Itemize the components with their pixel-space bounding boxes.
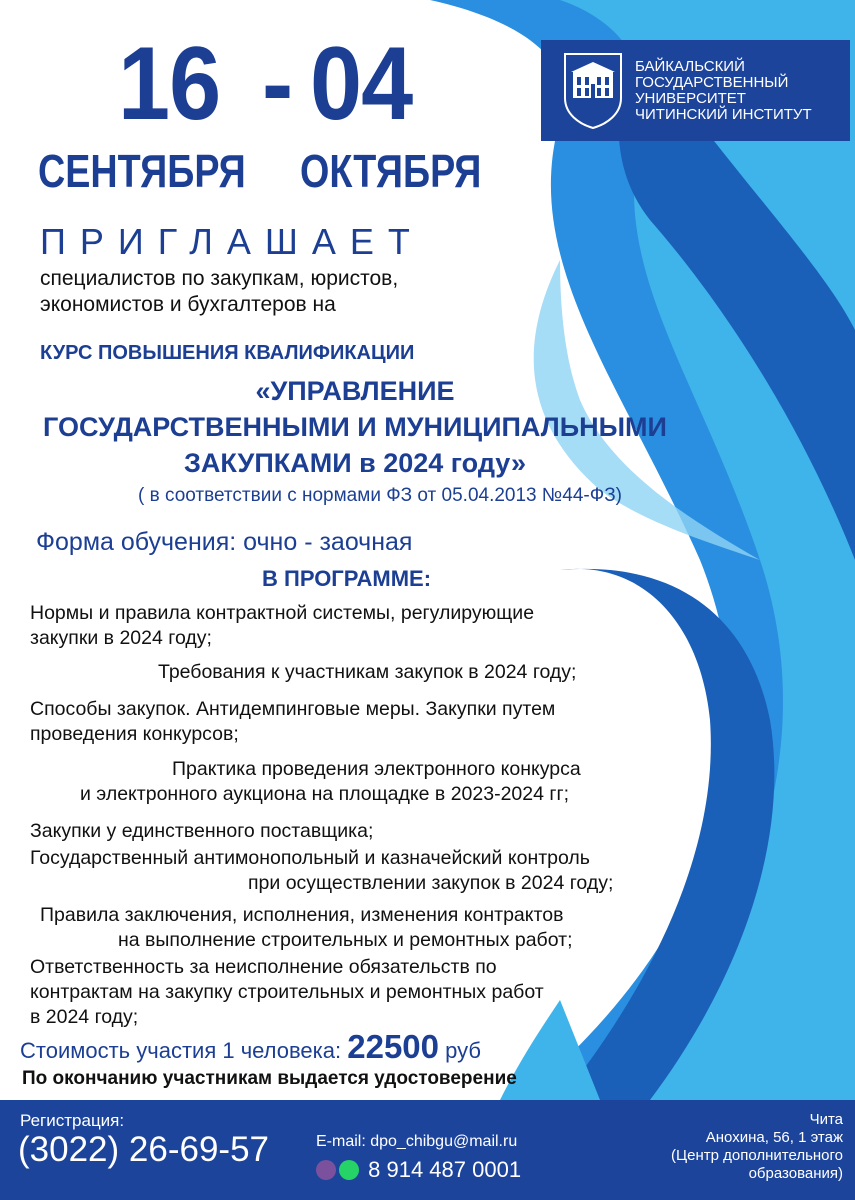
program-item-8-line-1: Ответственность за неисполнение обязательств по	[30, 956, 497, 978]
address-center-line-2: образования)	[748, 1165, 843, 1182]
course-title-line-1: «УПРАВЛЕНИЕ	[255, 376, 455, 406]
whatsapp-icon	[339, 1160, 359, 1180]
program-item-8-line-3: в 2024 году;	[30, 1006, 139, 1028]
program-heading: В ПРОГРАММЕ:	[262, 566, 432, 591]
start-month: СЕНТЯБРЯ	[38, 145, 246, 197]
date-dash: -	[262, 26, 293, 142]
registration-phone[interactable]: (3022) 26-69-57	[18, 1130, 269, 1169]
program-item-8-line-2: контрактам на закупку строительных и ремонтных работ	[30, 981, 544, 1003]
program-item-6-line-1: Государственный антимонопольный и казначейский контроль	[30, 847, 590, 869]
program-item-1-line-1: Нормы и правила контрактной системы, регулирующие	[30, 602, 535, 624]
price-label: Стоимость участия 1 человека:	[20, 1038, 342, 1063]
course-title-line-2: ГОСУДАРСТВЕННЫМИ И МУНИЦИПАЛЬНЫМИ	[43, 412, 667, 442]
audience-line-2: экономистов и бухгалтеров на	[40, 293, 336, 316]
price-amount: 22500	[347, 1028, 439, 1065]
certificate-note: По окончанию участникам выдается удостоверение	[22, 1068, 517, 1089]
university-logo	[541, 40, 850, 141]
invite-heading: ПРИГЛАШАЕТ	[40, 221, 424, 262]
address-block	[671, 1111, 843, 1183]
footer	[0, 1100, 855, 1200]
program-item-6-line-2: при осуществлении закупок в 2024 году;	[248, 872, 614, 894]
logo-line-4: ЧИТИНСКИЙ ИНСТИТУТ	[635, 106, 812, 123]
program-item-4-line-2: и электронного аукциона на площадке в 2023-2024 гг;	[80, 783, 570, 805]
program-item-7-line-1: Правила заключения, исполнения, изменения контрактов	[40, 904, 564, 926]
price-line	[20, 1028, 481, 1066]
mobile-contact	[316, 1157, 521, 1183]
address-city: Чита	[809, 1111, 843, 1128]
course-kind: КУРС ПОВЫШЕНИЯ КВАЛИФИКАЦИИ	[40, 342, 415, 364]
program-item-2-line-1: Требования к участникам закупок в 2024 году;	[158, 661, 577, 683]
address-street: Анохина, 56, 1 этаж	[705, 1129, 843, 1146]
program-item-4-line-1: Практика проведения электронного конкурса	[172, 758, 581, 780]
program-item-3-line-1: Способы закупок. Антидемпинговые меры. Закупки путем	[30, 698, 556, 720]
program-item-1-line-2: закупки в 2024 году;	[30, 627, 212, 649]
logo-line-3: УНИВЕРСИТЕТ	[635, 90, 746, 107]
course-law-note: ( в соответствии с нормами ФЗ от 05.04.2013 №44-ФЗ)	[138, 485, 622, 506]
program-item-3-line-2: проведения конкурсов;	[30, 723, 239, 745]
start-day: 16	[118, 26, 221, 142]
address-center-line-1: (Центр дополнительного	[671, 1147, 843, 1164]
course-title-line-3: ЗАКУПКАМИ в 2024 году»	[183, 448, 526, 478]
program-item-5-line-1: Закупки у единственного поставщика;	[30, 820, 374, 842]
audience-line-1: специалистов по закупкам, юристов,	[40, 267, 399, 290]
price-currency: руб	[445, 1038, 481, 1063]
end-month: ОКТЯБРЯ	[300, 145, 482, 197]
university-building-icon	[561, 50, 625, 130]
logo-line-1: БАЙКАЛЬСКИЙ	[635, 58, 745, 75]
study-form: Форма обучения: очно - заочная	[36, 528, 413, 556]
university-name	[635, 59, 812, 123]
mobile-phone[interactable]: 8 914 487 0001	[368, 1157, 522, 1182]
course-title	[0, 373, 710, 481]
registration-label: Регистрация:	[20, 1111, 125, 1130]
contact-email[interactable]: E-mail: dpo_chibgu@mail.ru	[316, 1133, 518, 1150]
viber-icon	[316, 1160, 336, 1180]
logo-line-2: ГОСУДАРСТВЕННЫЙ	[635, 74, 789, 91]
program-item-7-line-2: на выполнение строительных и ремонтных работ;	[118, 929, 573, 951]
audience-text	[40, 266, 560, 318]
end-day: 04	[310, 26, 413, 142]
